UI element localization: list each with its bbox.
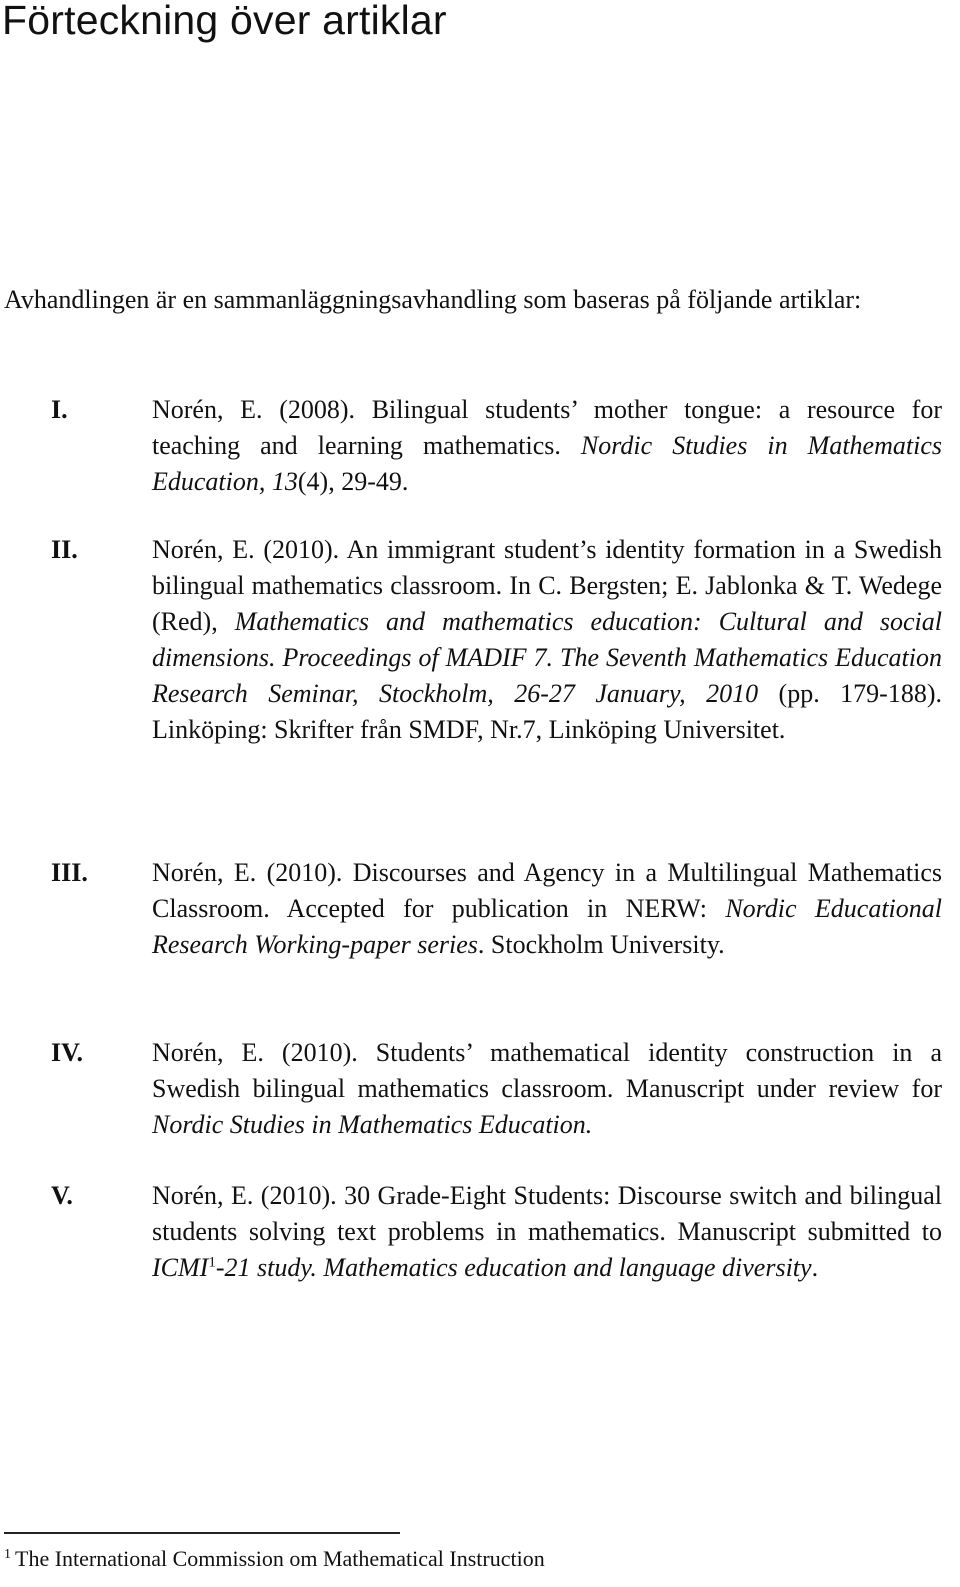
reference-citation: Norén, E. (2008). Bilingual students’ mother tongue: a resource for teaching and learning mathematics. <box>152 395 942 460</box>
reference-text <box>152 392 942 500</box>
reference-citation: Norén, E. (2010). Discourses and Agency in a Multilingual Mathematics Classroom. Accepted for publication in NERW: <box>152 858 942 923</box>
footnote-number: 1 <box>4 1546 11 1562</box>
reference-text <box>152 532 942 748</box>
reference-book-title: Mathematics and mathematics education: Cultural and social dimensions. Proceedings of MADIF 7. The Seventh Mathematics Education Research Seminar, Stockholm, 26-27 January, 2010 <box>152 607 942 708</box>
reference-text <box>152 1178 942 1286</box>
reference-text <box>152 855 942 963</box>
reference-citation: Norén, E. (2010). Students’ mathematical identity construction in a Swedish bilingual mathematics classroom. Manuscript under review for <box>152 1038 942 1103</box>
page-title: Förteckning över artiklar <box>2 0 447 43</box>
reference-citation: Norén, E. (2010). 30 Grade-Eight Students: Discourse switch and bilingual students solving text problems in mathematics. Manuscript submitted to <box>152 1181 942 1246</box>
reference-numeral: V. <box>51 1181 73 1210</box>
reference-journal: Nordic Studies in Mathematics Education, 13 <box>152 431 942 496</box>
reference-study-title: -21 study. Mathematics education and language diversity <box>215 1253 812 1282</box>
footnote-text: The International Commission om Mathematical Instruction <box>15 1546 545 1571</box>
footnote <box>4 1544 904 1574</box>
footnote-marker: 1 <box>208 1254 216 1271</box>
reference-citation: Norén, E. (2010). An immigrant student’s identity formation in a Swedish bilingual mathematics classroom. In C. Bergsten; E. Jablonka & T. Wedege (Red), <box>152 535 942 636</box>
reference-numeral: II. <box>51 535 78 564</box>
reference-text <box>152 1035 942 1143</box>
reference-series: Nordic Educational Research Working-paper series <box>152 894 942 959</box>
reference-numeral: IV. <box>51 1038 84 1067</box>
reference-numeral: I. <box>51 395 68 424</box>
reference-journal: Nordic Studies in Mathematics Education. <box>152 1110 593 1139</box>
reference-citation-end: (pp. 179-188). Linköping: Skrifter från SMDF, Nr.7, Linköping Universitet. <box>152 679 942 744</box>
reference-citation-end: (4), 29-49. <box>297 467 409 496</box>
reference-numeral: III. <box>51 858 88 887</box>
reference-citation-end: . Stockholm University. <box>477 930 725 959</box>
reference-citation-end: . <box>811 1253 819 1282</box>
footnote-divider <box>4 1532 400 1534</box>
reference-study-name: ICMI <box>152 1253 209 1282</box>
intro-paragraph: Avhandlingen är en sammanläggningsavhandling som baseras på följande artiklar: <box>4 285 862 314</box>
